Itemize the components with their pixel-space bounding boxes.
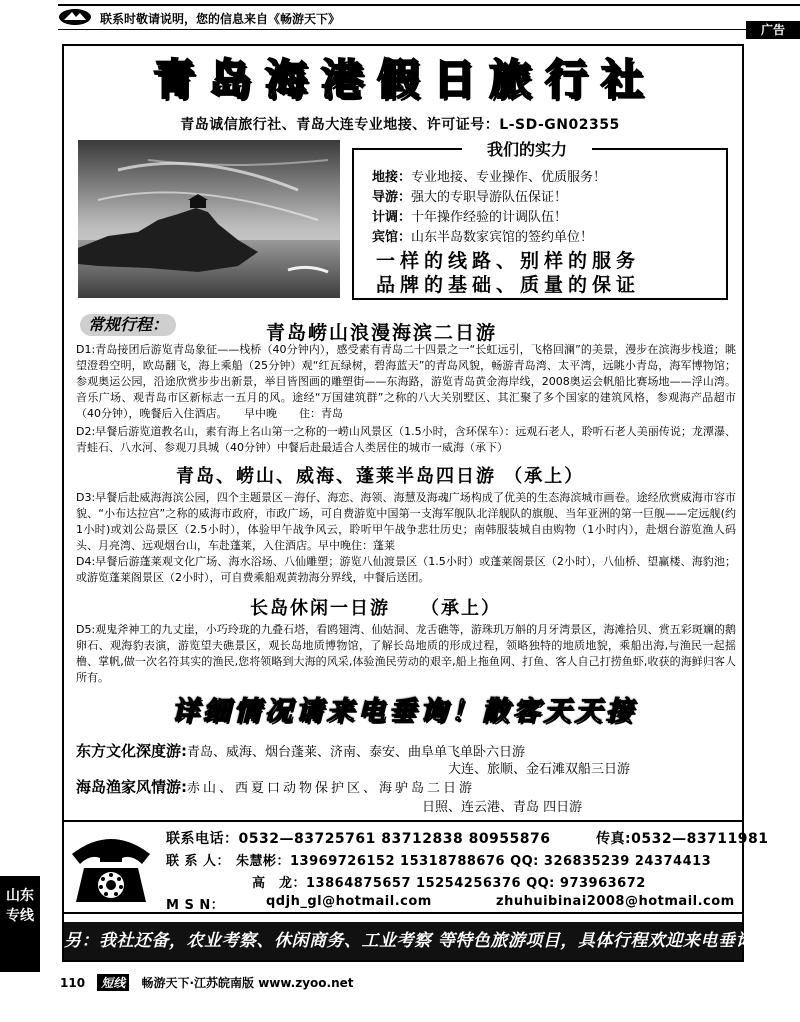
strength-item: 宾馆：山东半岛数家宾馆的签约单位！ <box>372 230 594 245</box>
strength-item: 地接：专业地接、专业操作、优质服务！ <box>372 170 607 185</box>
person-label: 联 系 人： <box>166 854 231 869</box>
magazine-logo-icon <box>58 8 92 26</box>
route3-day5: D5:观鬼斧神工的九丈崖，小巧玲珑的九叠石塔，看鸥翅湾、仙姑洞、龙舌礁等，游珠玑万斛的月牙湾景区，海滩拾贝、赏五彩斑斓的鹅卵石、观海豹表演，游览望夫礁景区，观长岛地质博物馆，了解长岛地质的形成过程，领略独特的地质地貌，乘船出海,与渔民一起摇橹、掌帆,做一次名符其实的渔民,您将领略到大海的风采,体验渔民劳动的艰辛,船上拖鱼网、打鱼、客人自己打捞鱼虾,收获的海鲜归客人所有。 <box>76 623 736 684</box>
route3-suffix: （承上） <box>430 598 501 619</box>
bottom-note: 另：我社还备，农业考察、休闲商务、工业考察 等特色旅游项目，具体行程欢迎来电垂询。 <box>64 922 742 960</box>
top-notice-bar <box>58 4 800 30</box>
route1-day2: D2:早餐后游览道教名山，素有海上名山第一之称的一崂山风景区（1.5小时，含环保车）：远观石老人，聆听石老人美丽传说；龙潭瀑、青蛙石、八水河、参观刀具城（40分钟）中餐后赴最适合人类居住的城市一威海（承下） <box>76 425 736 454</box>
strength-title: 我们的实力 <box>462 138 592 162</box>
route2-day4: D4:早餐后游蓬莱观文化广场、海水浴场、八仙雕塑；游览八仙渡景区（1.5小时）或蓬莱阁景区（2小时），八仙桥、望赢楼、海豹池；或游览蓬莱阁景区（2小时），可自费乘船观黄勃海分界线，中餐后送团。 <box>76 555 736 584</box>
person1-line: 朱慧彬：13969726152 15318788676 QQ: 326835239 24374413 <box>236 854 712 869</box>
route2-title: 青岛、崂山、威海、蓬莱半岛四日游 （承上） <box>176 466 585 487</box>
telephone-icon <box>68 828 154 906</box>
route1-title: 青岛崂山浪漫海滨二日游 <box>266 322 498 344</box>
fish-tour-line1: 海岛渔家风情游:赤山、西夏口动物保护区、海驴岛二日游 <box>76 778 476 796</box>
strength-item: 计调：十年操作经验的计调队伍！ <box>372 210 568 225</box>
magazine-name: 畅游天下·江苏皖南版 www.zyoo.net <box>141 976 354 990</box>
route2-suffix: （承上） <box>504 466 585 487</box>
route1-day1: D1:青岛接团后游览青岛象征——栈桥（40分钟内），感受素有青岛二十四景之一“长虹远引，飞格回澜”的美景，漫步在滨海步栈道；眺望澄碧空明，欧岛翻飞，海上乘船（25分钟）观“红瓦绿树，碧海蓝天”的青岛风貌，畅游青岛湾、太平湾，远眺小青岛，海军博物馆；参观奥运公园，沿途欣赏步步出新景，举目皆图画的雕塑街——东海路，游览青岛黄金海岸线，2008奥运会帆船比赛场地——浮山湾。音乐广场、观青岛市区新标志一五月的风。途经“万国建筑群”之称的八大关别墅区、其汇聚了多个国家的建筑风格，参观海产品超市（40分钟），晚餐后入住酒店。 早中晚 住：青岛 <box>76 343 736 420</box>
person2-line: 高 龙：13864875657 15254256376 QQ: 973963672 <box>252 876 646 891</box>
strength-item: 导游：强大的专职导游队伍保证！ <box>372 190 568 205</box>
msn-address-1: qdjh_gl@hotmail.com <box>266 894 432 909</box>
phone-line: 联系电话：0532—83725761 83712838 80955876 <box>166 831 551 847</box>
call-banner: 详细情况请来电垂询！散客天天接 <box>171 696 637 727</box>
fax-line: 传真:0532—83711981 <box>596 831 769 847</box>
msn-address-2: zhuhuibinai2008@hotmail.com <box>496 894 735 909</box>
routes-label: 常规行程： <box>80 314 176 336</box>
agency-title: 青岛海港假日旅行社 <box>152 55 657 104</box>
page-number: 110 <box>60 976 86 990</box>
fish-tour-line2: 日照、连云港、青岛 四日游 <box>422 800 583 815</box>
route2-day3: D3:早餐后赴威海海滨公园，四个主题景区－海仔、海恋、海领、海慧及海魂广场构成了优美的生态海滨城市画卷。途经欣赏威海市容市貌、“小布达拉宫”之称的威海市政府，市政广场，可自费游览中国第一支海军舰队北洋舰队的旗舰、当年亚洲的第一巨舰——定远舰(约1小时)或刘公岛景区（2.5小时），体验甲午战争风云，聆听甲午战争悲壮历史；南韩服装城自由购物（1小时内），赴烟台游览渔人码头、月亮湾、远观烟台山，车赴蓬莱，入住酒店。早中晚住：蓬莱 <box>76 491 736 552</box>
slogan-line-2: 品牌的基础、质量的保证 <box>376 274 641 296</box>
msn-label: M S N： <box>166 898 225 913</box>
deep-tour-line1: 东方文化深度游:青岛、威海、烟台蓬莱、济南、泰安、曲阜单飞单卧六日游 <box>76 742 526 760</box>
deep-tour-line2: 大连、旅顺、金石滩双船三日游 <box>448 762 631 777</box>
license-line: 青岛诚信旅行社、青岛大连专业地接、许可证号：L-SD-GN02355 <box>180 117 620 133</box>
notice-text: 联系时敬请说明，您的信息来自《畅游天下》 <box>100 12 341 26</box>
slogan-line-1: 一样的线路、别样的服务 <box>376 250 641 272</box>
route3-title: 长岛休闲一日游 （承上） <box>250 598 501 619</box>
ad-tag: 广告 <box>746 21 800 39</box>
page-footer <box>60 974 354 991</box>
coastal-photo <box>78 140 340 298</box>
footer-tag: 短线 <box>97 974 129 991</box>
section-side-tab: 山东专线 <box>0 876 40 972</box>
